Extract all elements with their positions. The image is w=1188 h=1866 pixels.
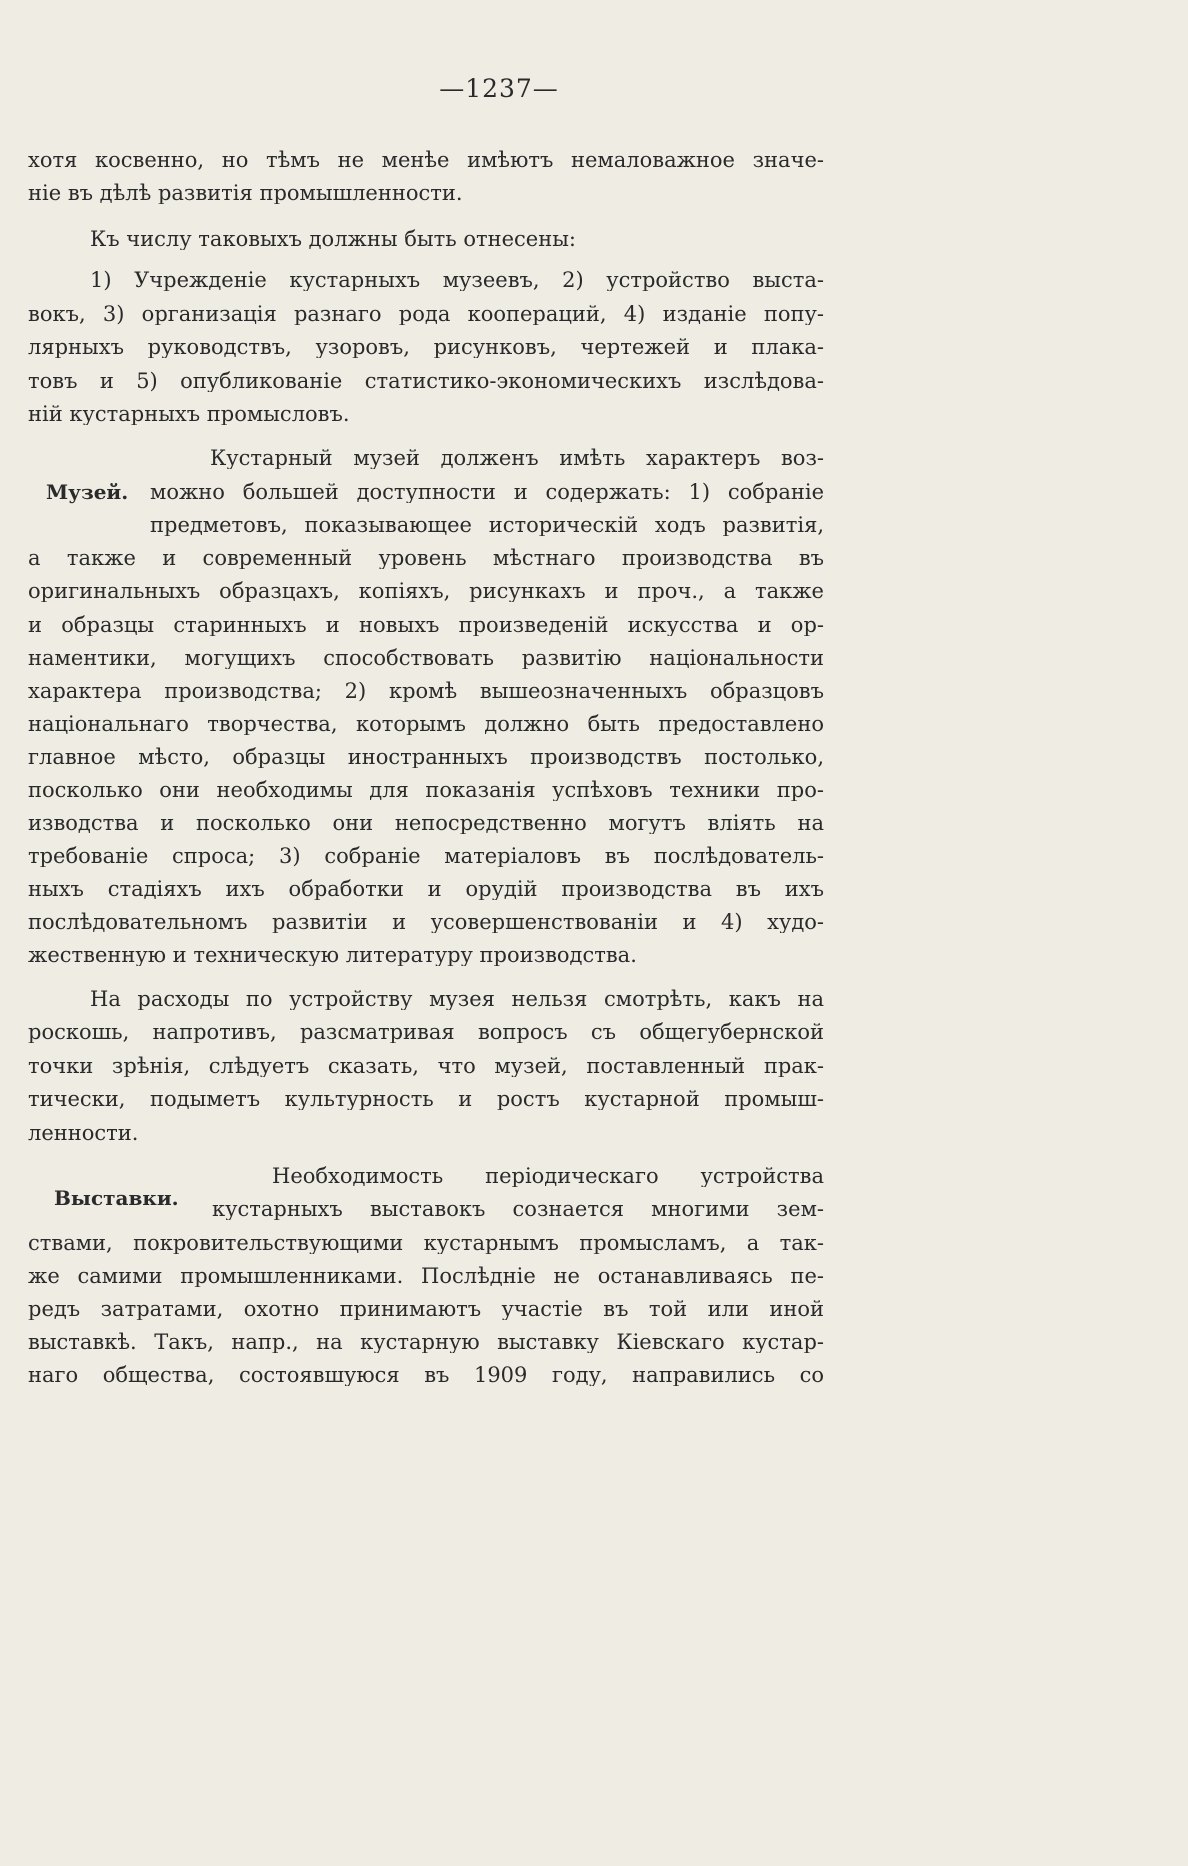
text-line: а также и современный уровень мѣстнаго производства въ [28, 548, 824, 569]
text-line: ній кустарныхъ промысловъ. [28, 404, 350, 425]
text-line: ствами, покровительствующими кустарнымъ промысламъ, а так- [28, 1233, 824, 1254]
text-line: кустарныхъ выставокъ сознается многими зем- [212, 1199, 824, 1220]
text-line: изводства и посколько они непосредственно могутъ вліять на [28, 813, 824, 834]
text-line: же самими промышленниками. Послѣдніе не останавливаясь пе- [28, 1266, 824, 1287]
text-line: товъ и 5) опубликованіе статистико-экономическихъ изслѣдова- [28, 371, 824, 392]
text-line: требованіе спроса; 3) собраніе матеріаловъ въ послѣдователь- [28, 846, 824, 867]
text-line: редъ затратами, охотно принимаютъ участіе въ той или иной [28, 1299, 824, 1320]
text-line: ныхъ стадіяхъ ихъ обработки и орудій производства въ ихъ [28, 879, 824, 900]
text-line: вокъ, 3) организація разнаго рода коопераций, 4) изданіе попу- [28, 304, 824, 325]
text-line: Къ числу таковыхъ должны быть отнесены: [90, 229, 576, 250]
text-line: Кустарный музей долженъ имѣть характеръ воз- [210, 448, 824, 469]
text-line: наментики, могущихъ способствовать развитію національности [28, 648, 824, 669]
text-line: точки зрѣнія, слѣдуетъ сказать, что музей, поставленный прак- [28, 1056, 824, 1077]
text-line: можно большей доступности и содержать: 1) собраніе [150, 482, 824, 503]
text-line: наго общества, состоявшуюся въ 1909 году, направились со [28, 1365, 824, 1386]
page-number: —1237— [439, 74, 559, 103]
text-line: 1) Учрежденіе кустарныхъ музеевъ, 2) устройство выста- [90, 270, 824, 291]
text-line: и образцы старинныхъ и новыхъ произведеній искусства и ор- [28, 615, 824, 636]
text-line: національнаго творчества, которымъ должно быть предоставлено [28, 714, 824, 735]
text-line: роскошь, напротивъ, разсматривая вопросъ съ общегубернской [28, 1022, 824, 1043]
text-line: лярныхъ руководствъ, узоровъ, рисунковъ, чертежей и плака- [28, 337, 824, 358]
text-line: характера производства; 2) кромѣ вышеозначенныхъ образцовъ [28, 681, 824, 702]
text-line: ленности. [28, 1123, 139, 1144]
margin-note-museum: Музей. [46, 480, 129, 504]
text-line: выставкѣ. Такъ, напр., на кустарную выставку Кіевскаго кустар- [28, 1332, 824, 1353]
text-line: ніе въ дѣлѣ развитія промышленности. [28, 183, 463, 204]
text-line: предметовъ, показывающее историческій ходъ развитія, [150, 515, 824, 536]
text-line: оригинальныхъ образцахъ, копіяхъ, рисункахъ и проч., а также [28, 581, 824, 602]
text-line: главное мѣсто, образцы иностранныхъ производствъ постолько, [28, 747, 824, 768]
text-line: тически, подыметъ культурность и ростъ кустарной промыш- [28, 1089, 824, 1110]
text-line: На расходы по устройству музея нельзя смотрѣть, какъ на [90, 989, 824, 1010]
margin-note-exhibitions: Выставки. [54, 1186, 179, 1210]
text-line: послѣдовательномъ развитіи и усовершенствованіи и 4) худо- [28, 912, 824, 933]
text-line: Необходимость періодическаго устройства [272, 1166, 824, 1187]
text-line: посколько они необходимы для показанія успѣховъ техники про- [28, 780, 824, 801]
text-line: хотя косвенно, но тѣмъ не менѣе имѣютъ немаловажное значе- [28, 150, 824, 171]
text-line: жественную и техническую литературу производства. [28, 945, 637, 966]
